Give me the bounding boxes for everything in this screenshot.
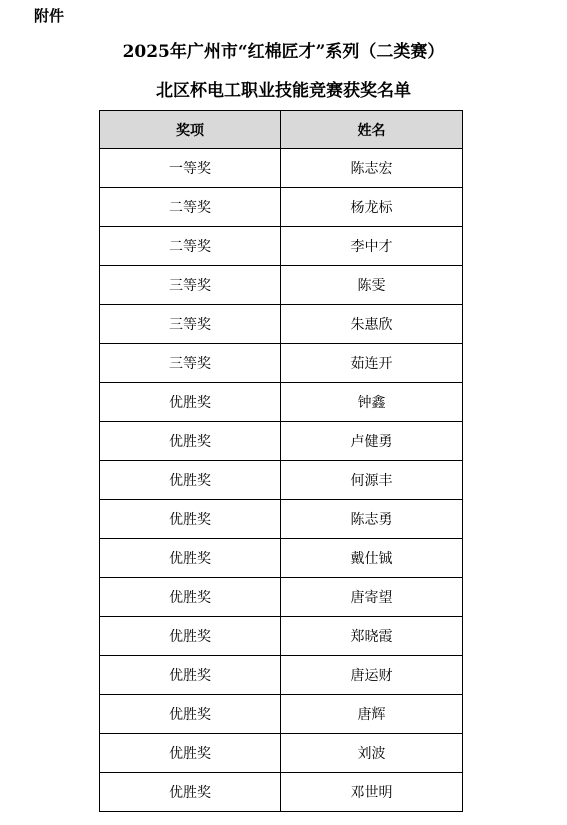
award-cell: 优胜奖 [100, 773, 281, 812]
name-cell: 刘波 [281, 734, 463, 773]
award-cell: 优胜奖 [100, 461, 281, 500]
award-cell: 优胜奖 [100, 422, 281, 461]
award-cell: 二等奖 [100, 188, 281, 227]
table-header-row [100, 111, 463, 149]
table-row [100, 305, 463, 344]
award-cell: 优胜奖 [100, 383, 281, 422]
table-row [100, 578, 463, 617]
column-header-name: 姓名 [281, 111, 463, 149]
table-row [100, 617, 463, 656]
attachment-label: 附件 [34, 7, 65, 25]
page-title: 2025年广州市“红棉匠才”系列（二类赛） [122, 42, 445, 62]
name-cell: 邓世明 [281, 773, 463, 812]
name-cell: 唐寄望 [281, 578, 463, 617]
table-row [100, 773, 463, 812]
award-cell: 优胜奖 [100, 734, 281, 773]
award-cell: 优胜奖 [100, 617, 281, 656]
table-row [100, 656, 463, 695]
table-row [100, 344, 463, 383]
award-cell: 优胜奖 [100, 578, 281, 617]
award-cell: 一等奖 [100, 149, 281, 188]
table-row [100, 188, 463, 227]
award-cell: 优胜奖 [100, 539, 281, 578]
name-cell: 卢健勇 [281, 422, 463, 461]
table-row [100, 266, 463, 305]
award-cell: 三等奖 [100, 305, 281, 344]
name-cell: 唐辉 [281, 695, 463, 734]
table-row [100, 383, 463, 422]
award-cell: 优胜奖 [100, 695, 281, 734]
name-cell: 陈志勇 [281, 500, 463, 539]
name-cell: 朱惠欣 [281, 305, 463, 344]
name-cell: 李中才 [281, 227, 463, 266]
name-cell: 茹连开 [281, 344, 463, 383]
award-cell: 三等奖 [100, 266, 281, 305]
award-cell: 优胜奖 [100, 656, 281, 695]
name-cell: 钟鑫 [281, 383, 463, 422]
name-cell: 戴仕铖 [281, 539, 463, 578]
table-row [100, 227, 463, 266]
award-cell: 优胜奖 [100, 500, 281, 539]
table-row [100, 149, 463, 188]
name-cell: 陈雯 [281, 266, 463, 305]
award-cell: 三等奖 [100, 344, 281, 383]
award-cell: 二等奖 [100, 227, 281, 266]
column-header-award: 奖项 [100, 111, 281, 149]
table-row [100, 539, 463, 578]
table-row [100, 422, 463, 461]
name-cell: 杨龙标 [281, 188, 463, 227]
name-cell: 陈志宏 [281, 149, 463, 188]
table-row [100, 695, 463, 734]
table-row [100, 734, 463, 773]
name-cell: 何源丰 [281, 461, 463, 500]
name-cell: 唐运财 [281, 656, 463, 695]
name-cell: 郑晓霞 [281, 617, 463, 656]
table-row [100, 461, 463, 500]
page-subtitle: 北区杯电工职业技能竞赛获奖名单 [156, 81, 411, 101]
table-row [100, 500, 463, 539]
awards-table [99, 110, 463, 812]
